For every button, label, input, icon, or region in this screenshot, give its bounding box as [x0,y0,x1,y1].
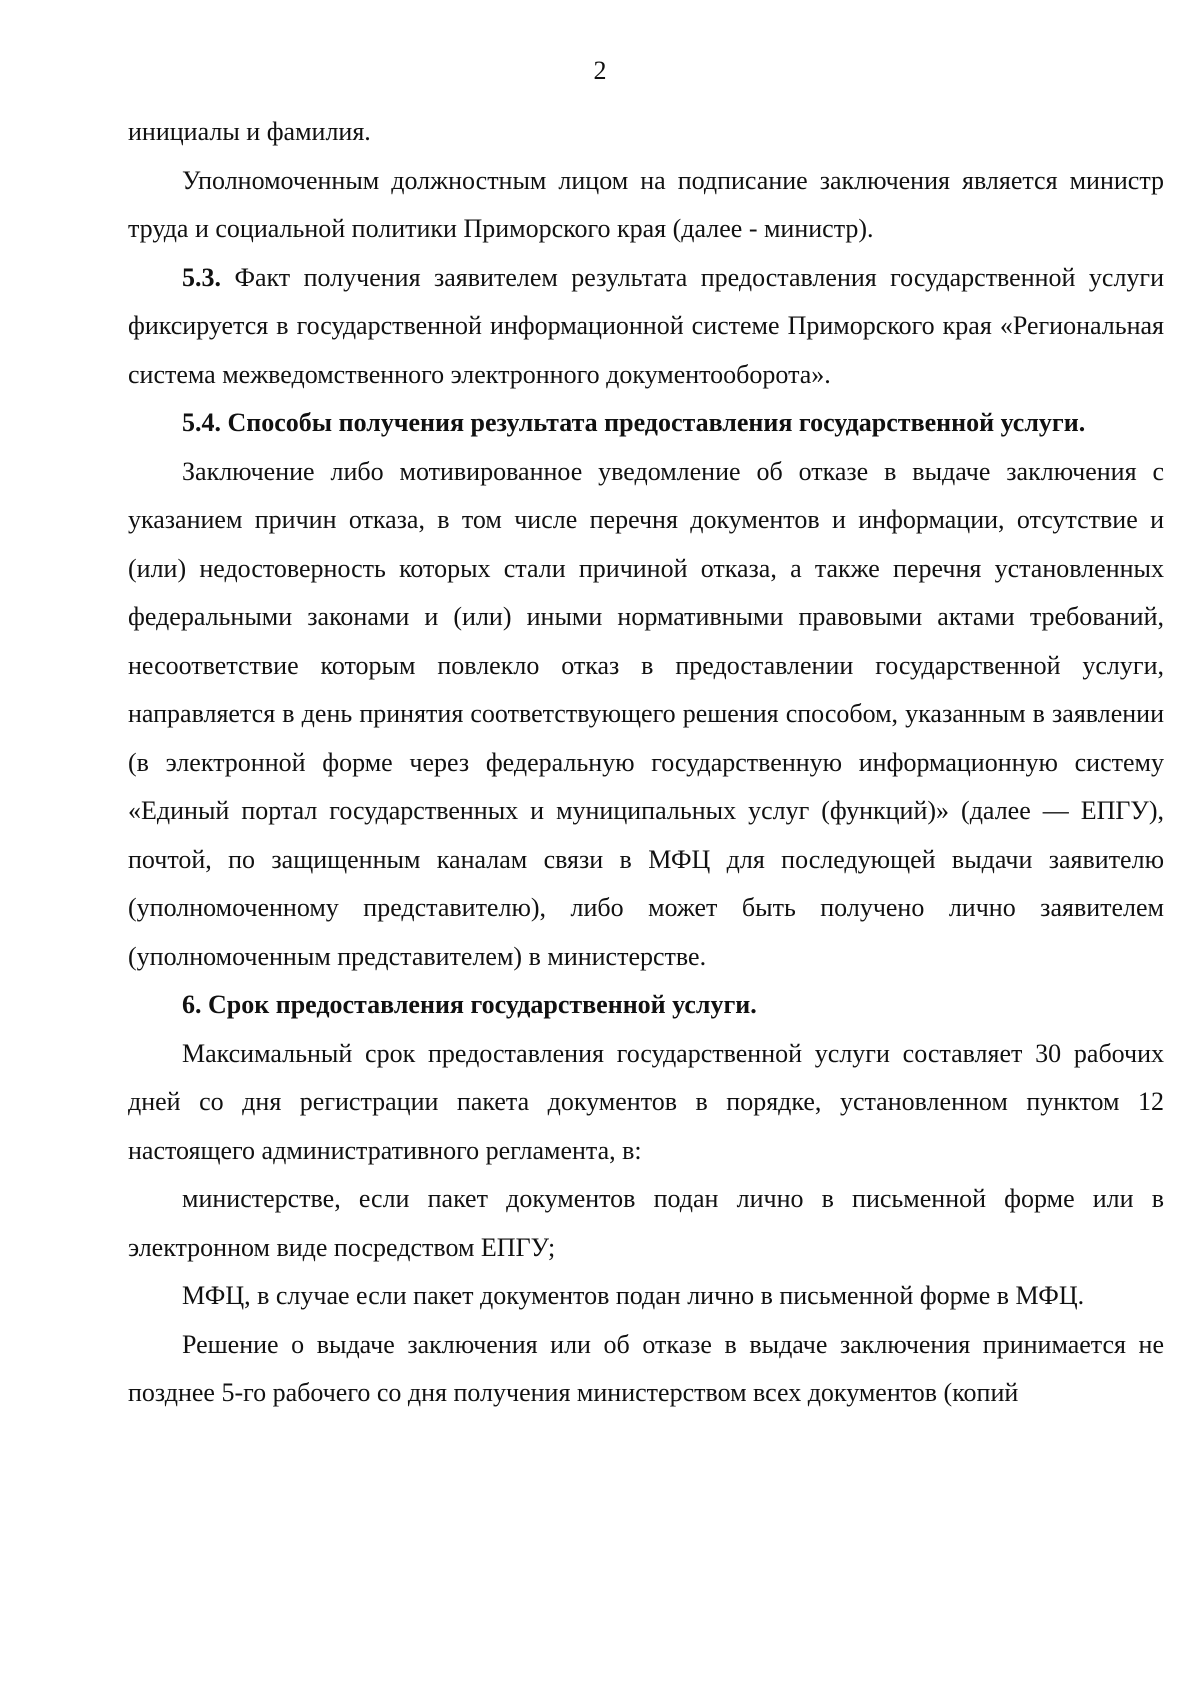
heading-5-4: 5.4. Способы получения результата предоставления государственной услуги. [182,408,1086,437]
paragraph-authorized-official: Уполномоченным должностным лицом на подписание заключения является министр труда и социальной политики Приморского края (далее - министр). [128,165,1164,243]
paragraph-continuation: инициалы и фамилия. [128,117,371,146]
paragraph-5-3-number: 5.3. [182,262,221,292]
heading-6: 6. Срок предоставления государственной услуги. [182,990,757,1019]
paragraph-ministry-case: министерстве, если пакет документов подан лично в письменной форме или в электронном виде посредством ЕПГУ; [128,1184,1164,1262]
paragraph-5-3 [128,254,1164,400]
paragraph-5-3-text: Факт получения заявителем результата предоставления государственной услуги фиксируется в государственной информационной системе Приморского края «Региональная система межведомственного электронного документооборота». [128,262,1164,389]
document-body [128,108,1164,1418]
paragraph-mfc-case: МФЦ, в случае если пакет документов подан лично в письменной форме в МФЦ. [182,1281,1085,1310]
paragraph-max-term: Максимальный срок предоставления государственной услуги составляет 30 рабочих дней со дня регистрации пакета документов в порядке, установленном пунктом 12 настоящего административного регламента, в: [128,1038,1164,1165]
page-number: 2 [593,56,607,85]
paragraph-decision-term: Решение о выдаче заключения или об отказе в выдаче заключения принимается не позднее 5-го рабочего со дня получения министерством всех документов (копий [128,1329,1164,1407]
paragraph-result-delivery: Заключение либо мотивированное уведомление об отказе в выдаче заключения с указанием причин отказа, в том числе перечня документов и информации, отсутствие и (или) недостоверность которых стали причиной отказа, а также перечня установленных федеральными законами и (или) иными нормативными правовыми актами требований, несоответствие которым повлекло отказ в предоставлении государственной услуги, направляется в день принятия соответствующего решения способом, указанным в заявлении (в электронной форме через федеральную государственную информационную систему «Единый портал государственных и муниципальных услуг (функций)» (далее — ЕПГУ), почтой, по защищенным каналам связи в МФЦ для последующей выдачи заявителю (уполномоченному представителю), либо может быть получено лично заявителем (уполномоченным представителем) в министерстве. [128,456,1164,971]
